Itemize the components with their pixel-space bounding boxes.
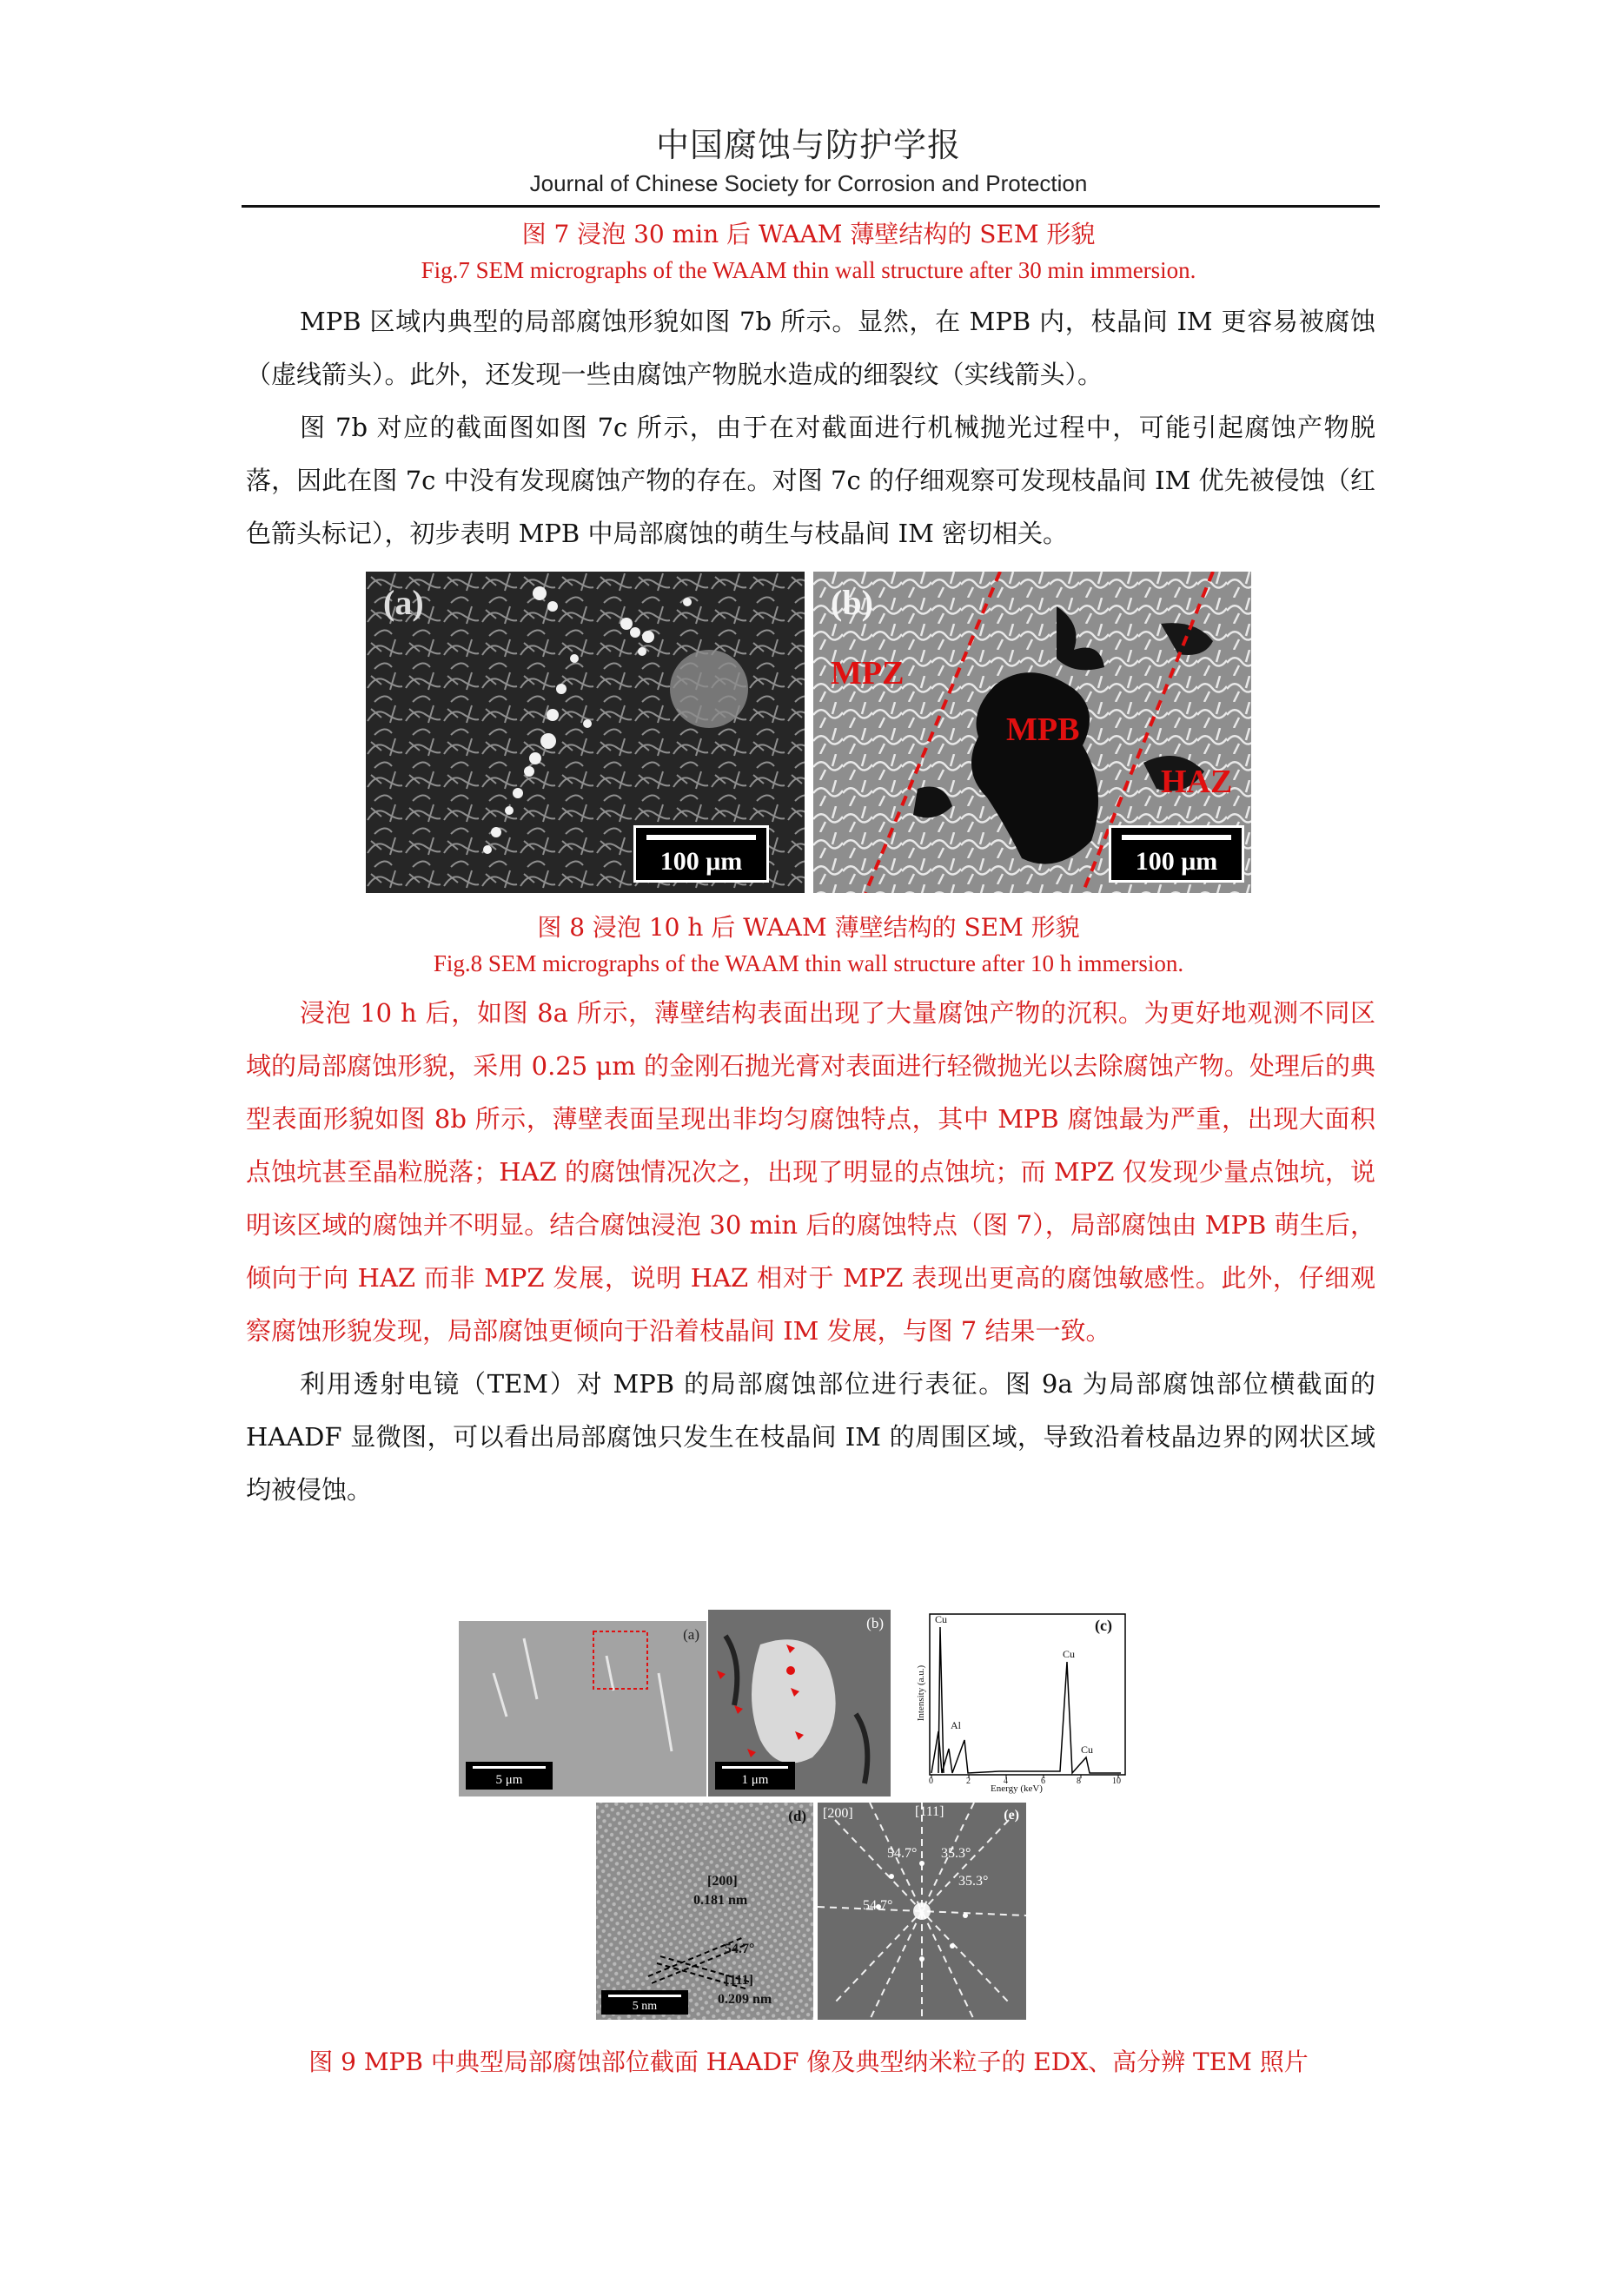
fig9-panel-a xyxy=(459,1621,706,1796)
fig7-caption-cn: 图 7 浸泡 30 min 后 WAAM 薄壁结构的 SEM 形貌 xyxy=(521,220,1096,248)
paragraph-3: 浸泡 10 h 后，如图 8a 所示，薄壁结构表面出现了大量腐蚀产物的沉积。为更好地观测不同区域的局部腐蚀形貌，采用 0.25 μm 的金刚石抛光膏对表面进行轻微抛光以去除腐蚀产物。处理后的典型表面形貌如图 8b 所示，薄壁表面呈现出非均匀腐蚀特点，其中 MPB 腐蚀最为严重，出现大面积点蚀坑甚至晶粒脱落；HAZ 的腐蚀情况次之，出现了明显的点蚀坑；而 MPZ 仅发现少量点蚀坑，说明该区域的腐蚀并不明显。结合腐蚀浸泡 30 min 后的腐蚀特点（图 7），局部腐蚀由 MPB 萌生后，倾向于向 HAZ 而非 MPZ 发展，说明 HAZ 相对于 MPZ 表现出更高的腐蚀敏感性。此外，仔细观察腐蚀形貌发现，局部腐蚀更倾向于沿着枝晶间 IM 发展，与图 7 结果一致。 xyxy=(246,998,1375,1346)
edx-spectrum xyxy=(904,1610,1131,1796)
edx-y-axis-label: Intensity (a.u.) xyxy=(916,1664,926,1722)
fig8-panel-a xyxy=(366,572,805,893)
fft-plane-200: [200] xyxy=(823,1806,853,1821)
fig8-scalebar-b-text: 100 μm xyxy=(1135,847,1218,877)
fig9-scalebar-d-text: 5 nm xyxy=(632,2000,658,2013)
fig8-caption-cn: 图 8 浸泡 10 h 后 WAAM 薄壁结构的 SEM 形貌 xyxy=(537,913,1080,942)
fft-angle-3: 35.3° xyxy=(958,1874,989,1889)
fig9-panel-c xyxy=(904,1610,1131,1796)
hrtem-angle: 54.7° xyxy=(725,1942,755,1956)
fig9-panel-a-label: (a) xyxy=(683,1626,699,1643)
edx-peak-cu-1: Cu xyxy=(935,1613,948,1625)
fig8-panel-b xyxy=(813,572,1251,893)
fft-angle-1: 54.7° xyxy=(887,1846,918,1861)
fig9-scalebar-b xyxy=(715,1762,795,1790)
edx-peak-cu-3: Cu xyxy=(1081,1744,1094,1756)
hrtem-image xyxy=(596,1803,813,2020)
fig9-panel-b-label: (b) xyxy=(866,1615,884,1631)
paragraph-2: 图 7b 对应的截面图如图 7c 所示，由于在对截面进行机械抛光过程中，可能引起腐蚀产物脱落，因此在图 7c 中没有发现腐蚀产物的存在。对图 7c 的仔细观察可发现枝晶间 IM 优先被侵蚀（红色箭头标记），初步表明 MPB 中局部腐蚀的萌生与枝晶间 IM 密切相关。 xyxy=(246,413,1375,548)
fig8-scalebar-b xyxy=(1109,825,1244,883)
edx-x-tick-3: 6 xyxy=(1041,1777,1045,1786)
hrtem-plane-200: [200] xyxy=(707,1874,738,1889)
fig9-scalebar-a xyxy=(466,1762,553,1790)
hrtem-d-spacing-200: 0.181 nm xyxy=(693,1893,748,1908)
fig9-panel-e xyxy=(818,1803,1026,2020)
paragraph-block-2 xyxy=(246,987,1375,1517)
fig8-scalebar-a-text: 100 μm xyxy=(659,847,743,877)
edx-peak-cu-2: Cu xyxy=(1063,1648,1076,1660)
edx-x-tick-1: 2 xyxy=(966,1777,971,1786)
paragraph-1: MPB 区域内典型的局部腐蚀形貌如图 7b 所示。显然，在 MPB 内，枝晶间 IM 更容易被腐蚀（虚线箭头）。此外，还发现一些由腐蚀产物脱水造成的细裂纹（实线箭头）。 xyxy=(246,307,1375,389)
fig8-panel-a-label: (a) xyxy=(383,583,424,622)
fig9-caption-cn: 图 9 MPB 中典型局部腐蚀部位截面 HAADF 像及典型纳米粒子的 EDX、高分辨 TEM 照片 xyxy=(308,2048,1309,2076)
fig8-zone-mpb: MPB xyxy=(1006,711,1080,748)
fft-plane-111: [111] xyxy=(915,1804,944,1819)
fig9-scalebar-b-text: 1 μm xyxy=(741,1773,769,1787)
fig9-scalebar-a-text: 5 μm xyxy=(495,1773,523,1787)
edx-x-tick-2: 4 xyxy=(1004,1777,1008,1786)
edx-x-axis-label: Energy (keV) xyxy=(991,1783,1043,1794)
fig9-panel-b xyxy=(708,1610,891,1796)
fft-pattern xyxy=(818,1803,1026,2020)
journal-title-cn: 中国腐蚀与防护学报 xyxy=(655,126,961,164)
fig9-panel-c-label: (c) xyxy=(1095,1617,1112,1634)
fig8-panel-b-label: (b) xyxy=(831,583,873,622)
fig8-zone-mpz: MPZ xyxy=(831,655,905,691)
fig9-panel-d xyxy=(596,1803,813,2020)
paragraph-4: 利用透射电镜（TEM）对 MPB 的局部腐蚀部位进行表征。图 9a 为局部腐蚀部位横截面的 HAADF 显微图，可以看出局部腐蚀只发生在枝晶间 IM 的周围区域，导致沿着枝晶边界的网状区域均被侵蚀。 xyxy=(246,1369,1375,1505)
fig8-scalebar-a xyxy=(633,825,769,883)
hrtem-plane-111: [111] xyxy=(725,1973,753,1988)
header-divider xyxy=(242,205,1380,208)
fig8-zone-haz: HAZ xyxy=(1161,764,1233,800)
hrtem-d-spacing-111: 0.209 nm xyxy=(718,1992,772,2007)
fig9-panel-d-label: (d) xyxy=(788,1808,806,1824)
fig8-caption-en: Fig.8 SEM micrographs of the WAAM thin wall structure after 10 h immersion. xyxy=(433,950,1184,976)
paragraph-block-1 xyxy=(246,295,1375,560)
fft-angle-4: 54.7° xyxy=(863,1898,893,1913)
edx-x-tick-0: 0 xyxy=(929,1777,933,1786)
journal-title-en: Journal of Chinese Society for Corrosion and Protection xyxy=(529,170,1088,196)
edx-peak-al: Al xyxy=(951,1719,961,1731)
edx-x-tick-5: 10 xyxy=(1112,1777,1121,1786)
fig9-scalebar-d xyxy=(601,1990,688,2015)
fft-angle-2: 35.3° xyxy=(941,1846,971,1861)
fig9-panel-e-label: (e) xyxy=(1004,1808,1019,1823)
fig7-caption-en: Fig.7 SEM micrographs of the WAAM thin wall structure after 30 min immersion. xyxy=(421,257,1196,283)
edx-x-tick-4: 8 xyxy=(1077,1777,1081,1786)
